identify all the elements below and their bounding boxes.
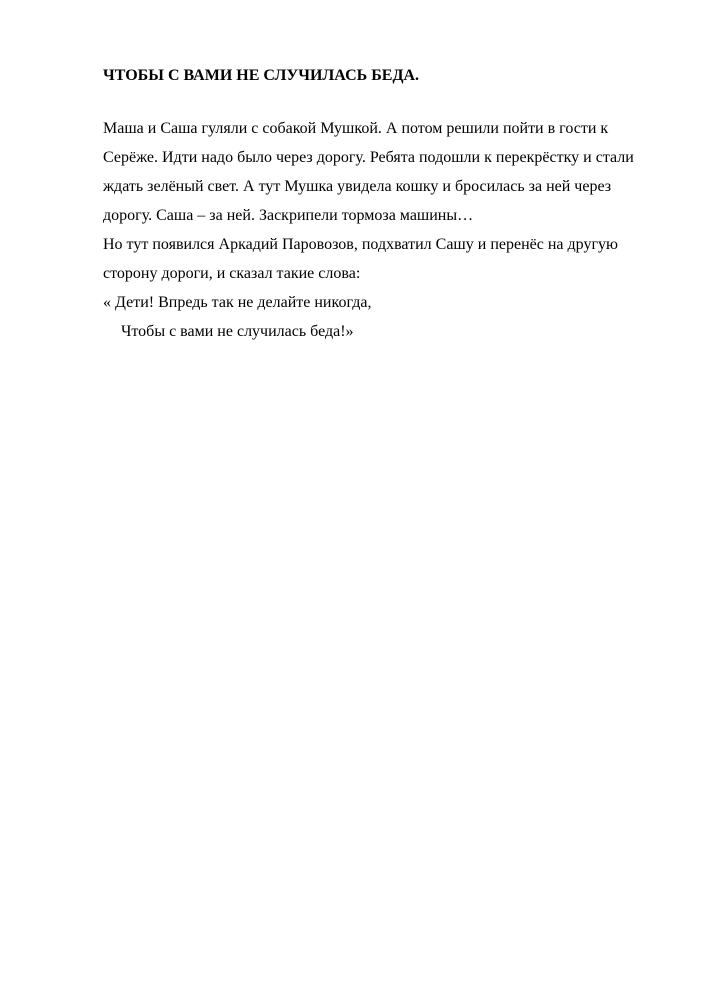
story-line: ждать зелёный свет. А тут Мушка увидела кошку и бросилась за ней через xyxy=(103,178,612,195)
document-body xyxy=(103,114,673,346)
quote-line: Чтобы с вами не случилась беда!» xyxy=(121,323,354,340)
story-line: сторону дороги, и сказал такие слова: xyxy=(103,265,361,282)
document-title: ЧТОБЫ С ВАМИ НЕ СЛУЧИЛАСЬ БЕДА. xyxy=(103,67,420,84)
quote-line: « Дети! Впредь так не делайте никогда, xyxy=(103,294,372,311)
story-line: Но тут появился Аркадий Паровозов, подхватил Сашу и перенёс на другую xyxy=(103,236,618,253)
story-line: Маша и Саша гуляли с собакой Мушкой. А потом решили пойти в гости к xyxy=(103,120,609,137)
story-line: дорогу. Саша – за ней. Заскрипели тормоза машины… xyxy=(103,207,474,224)
story-line: Серёже. Идти надо было через дорогу. Ребята подошли к перекрёстку и стали xyxy=(103,149,634,166)
